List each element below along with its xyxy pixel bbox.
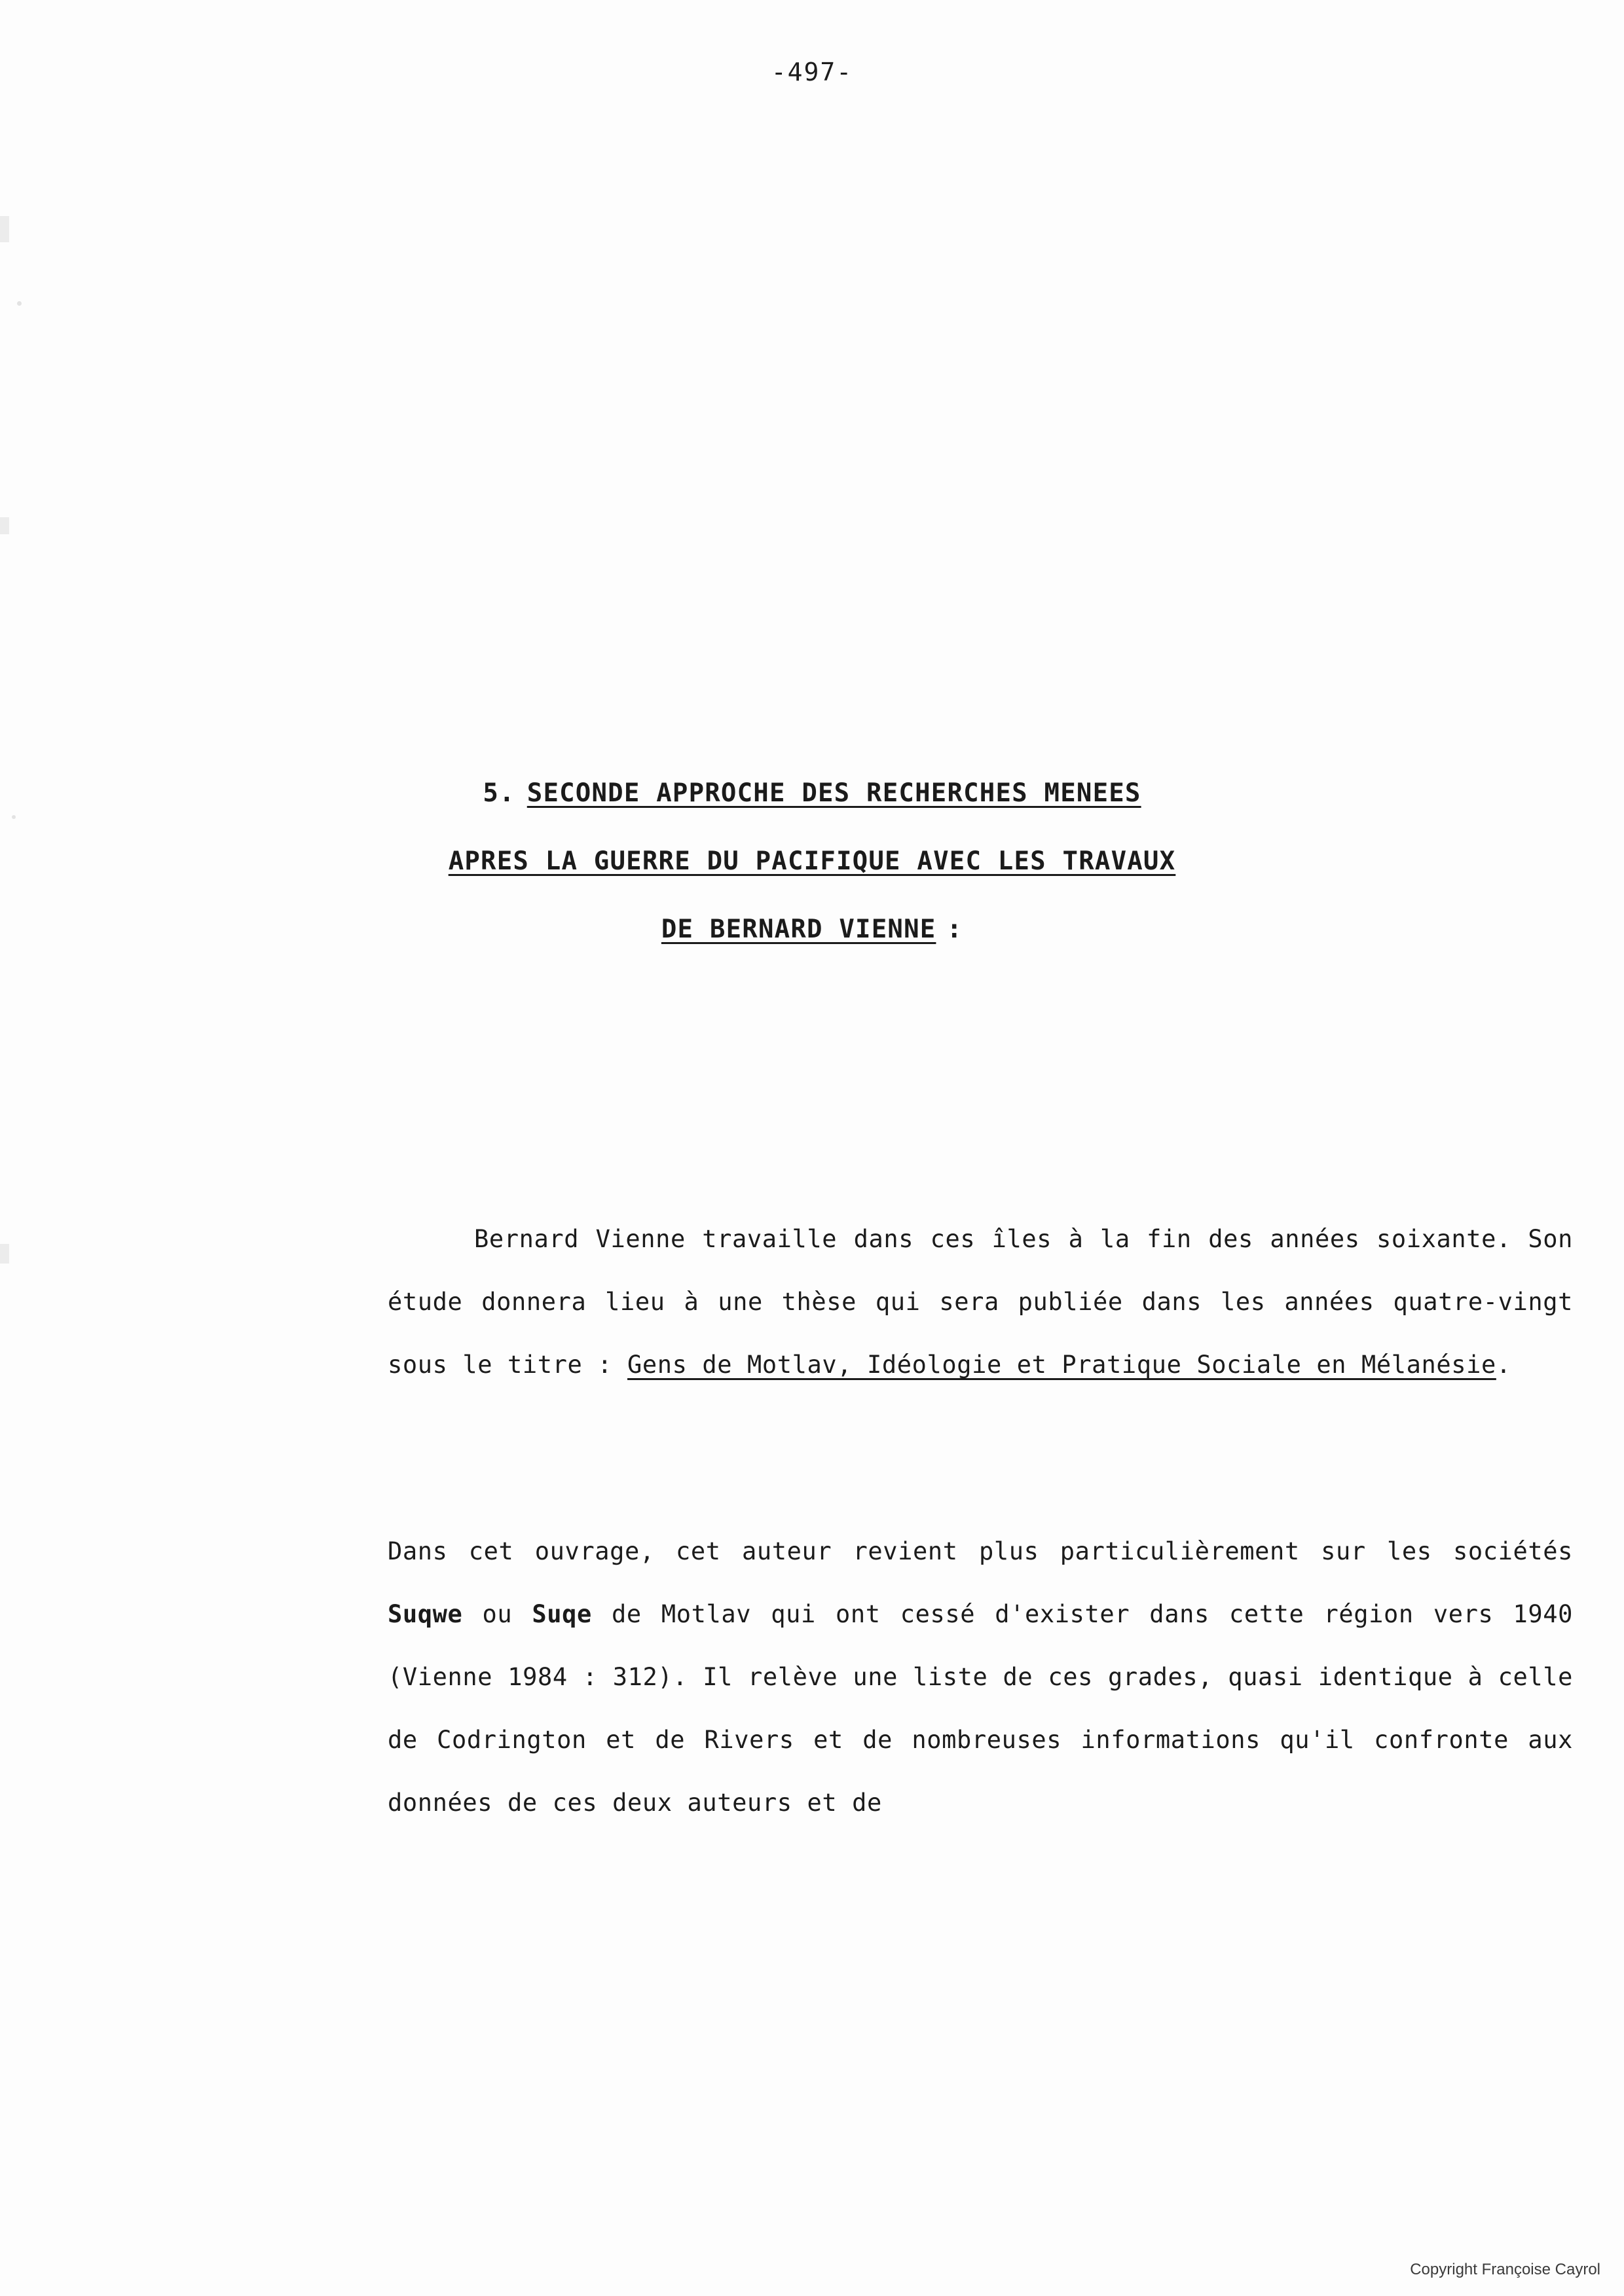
paragraph-1 <box>388 1208 1573 1396</box>
copyright-notice: Copyright Françoise Cayrol <box>1410 2261 1600 2278</box>
paragraph-2-text-part-1: Dans cet ouvrage, cet auteur revient plus particulièrement sur les sociétés <box>388 1537 1573 1565</box>
heading-line-2 <box>0 828 1624 896</box>
heading-line-3-suffix: : <box>946 915 963 944</box>
heading-text-line-3: DE BERNARD VIENNE <box>661 915 936 944</box>
book-title: Gens de Motlav, Idéologie et Pratique Sociale en Mélanésie <box>627 1351 1496 1379</box>
heading-line-3 <box>0 896 1624 964</box>
heading-text-line-1: SECONDE APPROCHE DES RECHERCHES MENEES <box>526 778 1141 808</box>
term-suqe: Suqe <box>532 1600 592 1628</box>
paragraph-2-conjunction: ou <box>482 1600 513 1628</box>
term-suqwe: Suqwe <box>388 1600 463 1628</box>
heading-line-1 <box>0 759 1624 828</box>
paragraph-1-text: Bernard Vienne travaille dans ces îles à la fin des années soixante. Son étude donnera lieu à une thèse qui sera publiée dans les années quatre-vingt sous le titre : <box>388 1225 1573 1379</box>
scan-edge-mark <box>0 1244 9 1264</box>
heading-text-line-2: APRES LA GUERRE DU PACIFIQUE AVEC LES TRAVAUX <box>448 847 1176 876</box>
section-heading <box>0 759 1624 964</box>
scan-edge-mark <box>0 517 9 534</box>
heading-number: 5. <box>483 778 515 808</box>
scan-edge-mark <box>0 216 9 242</box>
paragraph-1-period: . <box>1496 1351 1511 1379</box>
scan-speckle <box>17 301 22 306</box>
page-number: -497- <box>771 58 853 86</box>
paragraph-2-text-part-3: de Motlav qui ont cessé d'exister dans cette région vers 1940 (Vienne 1984 : 312). Il relève une liste de ces grades, quasi identique à celle de Codrington et de Rivers et de nombreuses informations qu'il confronte aux données de ces deux auteurs et de <box>388 1600 1573 1817</box>
paragraph-2 <box>388 1520 1573 1834</box>
